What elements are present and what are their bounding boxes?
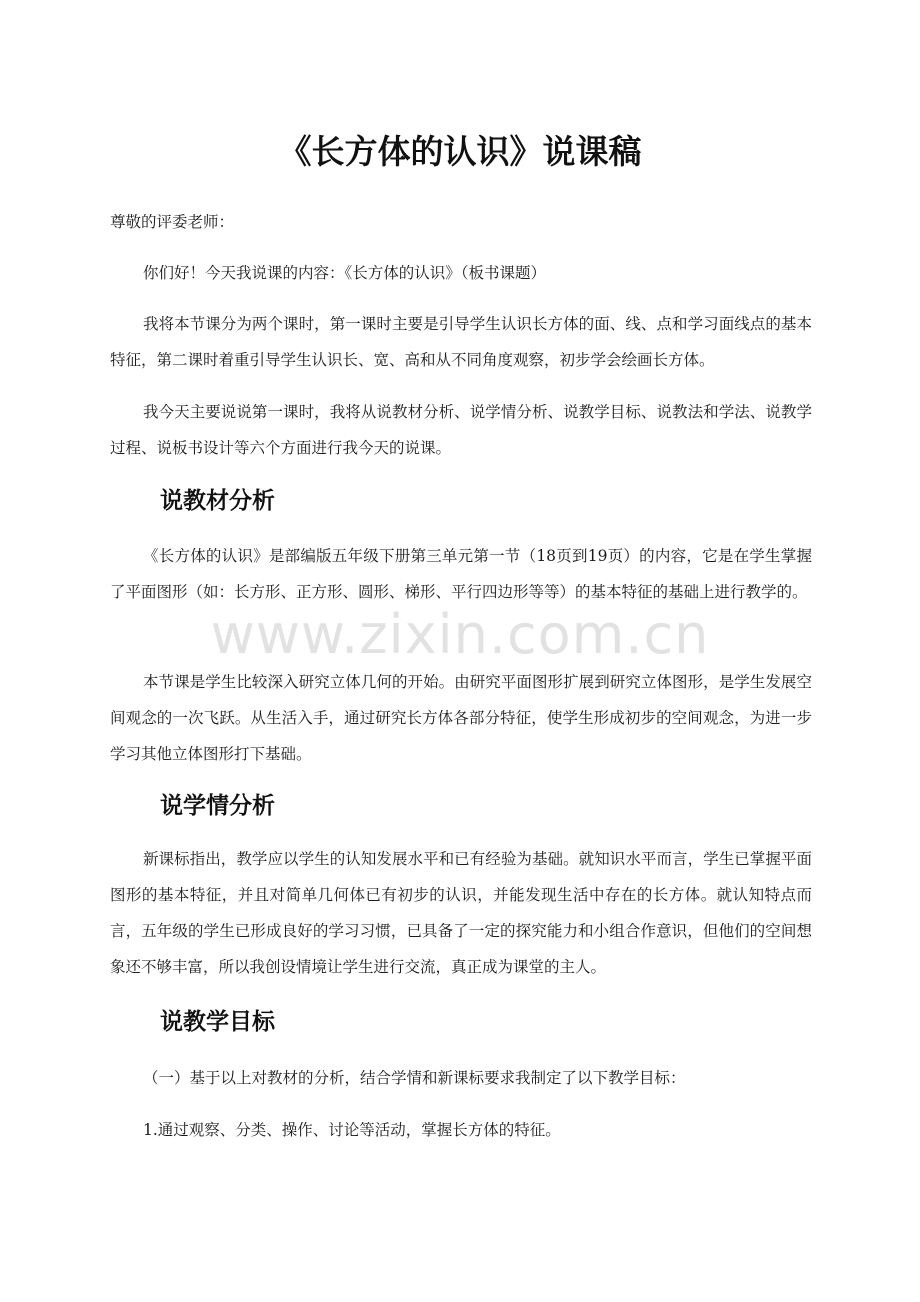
- textbook-analysis-paragraph-1: 《长方体的认识》是部编版五年级下册第三单元第一节（18页到19页）的内容，它是在学生掌握了平面图形（如：长方形、正方形、圆形、梯形、平行四边形等等）的基本特征的基础上进行教学的。: [110, 547, 812, 601]
- teaching-goals-item-1: 1.通过观察、分类、操作、讨论等活动，掌握长方体的特征。: [143, 1121, 561, 1139]
- intro-paragraph-1: 你们好！今天我说课的内容：《长方体的认识》（板书课题）: [143, 264, 547, 282]
- textbook-analysis-paragraph-2: 本节课是学生比较深入研究立体几何的开始。由研究平面图形扩展到研究立体图形，是学生发展空间观念的一次飞跃。从生活入手，通过研究长方体各部分特征，使学生形成初步的空间观念，为进一步学习其他立体图形打下基础。: [110, 673, 812, 763]
- site-watermark: www.zixin.com.cn: [210, 603, 710, 666]
- section-heading-teaching-goals: 说教学目标: [160, 1009, 275, 1035]
- teaching-goals-paragraph-1: （一）基于以上对教材的分析，结合学情和新课标要求我制定了以下教学目标：: [143, 1069, 686, 1087]
- document-title: 《长方体的认识》说课稿: [278, 132, 642, 171]
- student-analysis-paragraph: 新课标指出，教学应以学生的认知发展水平和已有经验为基础。就知识水平而言，学生已掌握平面图形的基本特征，并且对简单几何体已有初步的认识，并能发现生活中存在的长方体。就认知特点而言，五年级的学生已形成良好的学习习惯，已具备了一定的探究能力和小组合作意识，但他们的空间想象还不够丰富，所以我创设情境让学生进行交流，真正成为课堂的主人。: [110, 850, 812, 976]
- greeting: 尊敬的评委老师：: [110, 213, 235, 231]
- intro-paragraph-3: 我今天主要说说第一课时，我将从说教材分析、说学情分析、说教学目标、说教法和学法、说教学过程、说板书设计等六个方面进行我今天的说课。: [110, 403, 812, 457]
- section-heading-student-analysis: 说学情分析: [160, 793, 275, 819]
- section-heading-textbook-analysis: 说教材分析: [160, 488, 275, 514]
- intro-paragraph-2: 我将本节课分为两个课时，第一课时主要是引导学生认识长方体的面、线、点和学习面线点的基本特征，第二课时着重引导学生认识长、宽、高和从不同角度观察，初步学会绘画长方体。: [110, 315, 812, 369]
